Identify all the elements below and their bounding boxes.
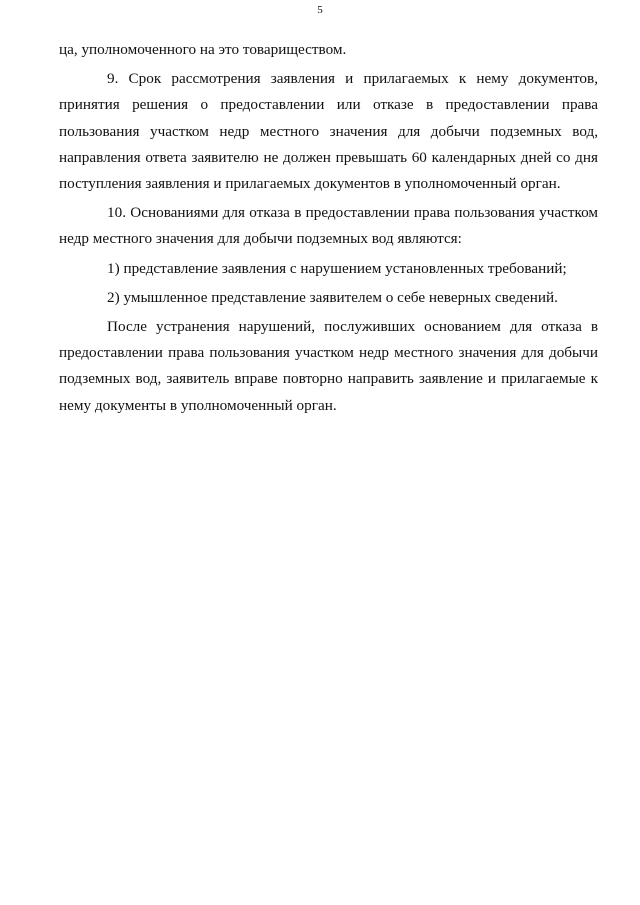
paragraph-continuation: ца, уполномоченного на это товариществом. bbox=[59, 41, 347, 58]
list-item-1: 1) представление заявления с нарушением установленных требований; bbox=[107, 259, 567, 277]
list-item-2: 2) умышленное представление заявителем о себе неверных сведений. bbox=[107, 288, 558, 306]
paragraph-item-9: 9. Срок рассмотрения заявления и прилагаемых к нему документов, принятия решения о предоставлении или отказе в предоставлении права пользования участком недр местного значения для добычи подземных вод, направления ответа заявителю не должен превышать 60 календарных дней со дня поступления заявления и прилагаемых документов в уполномоченный орган. bbox=[59, 70, 598, 193]
page-number: 5 bbox=[317, 4, 323, 16]
document-body bbox=[59, 37, 598, 419]
paragraph-after-violations: После устранения нарушений, послуживших основанием для отказа в предоставлении права пользования участком недр местного значения для добычи подземных вод, заявитель вправе повторно направить заявление и прилагаемые к нему документы в уполномоченный орган. bbox=[59, 318, 598, 414]
paragraph-item-10: 10. Основаниями для отказа в предоставлении права пользования участком недр местного значения для добычи подземных вод являются: bbox=[59, 204, 598, 248]
